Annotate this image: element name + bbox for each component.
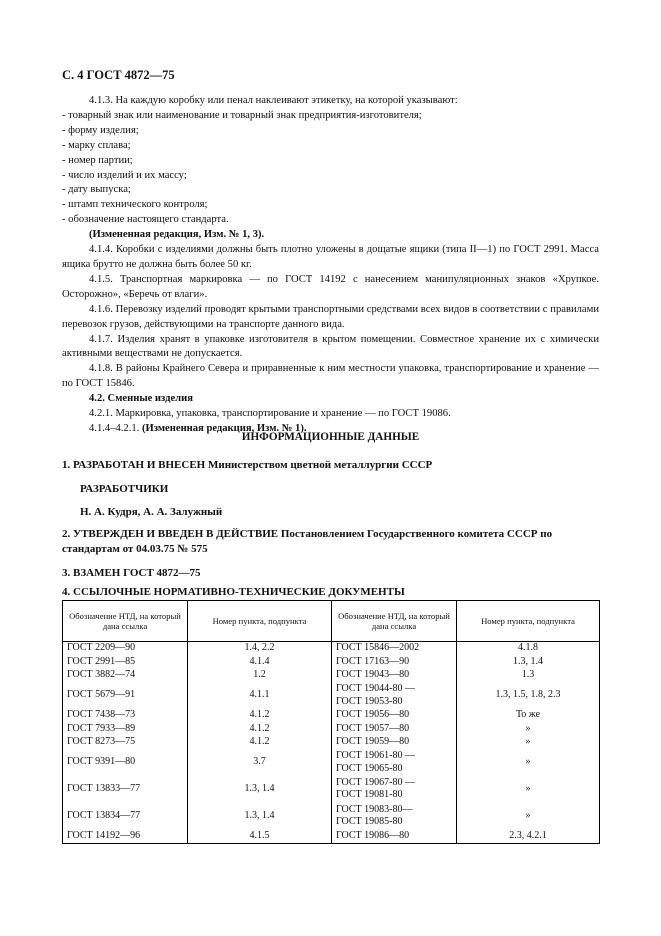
doc-line: ГОСТ 19065-80: [336, 762, 403, 774]
cell-doc-right: ГОСТ 19057—80: [332, 722, 457, 735]
para-4-1-6: 4.1.6. Перевозку изделий проводят крытыми транспортными средствами всех видов в соответствии с правилами перевозок грузов, действующими на транспорте данного вида.: [62, 303, 599, 330]
table-row: [63, 682, 600, 709]
table-row: [63, 669, 600, 682]
cell-doc-left: ГОСТ 7438—73: [63, 709, 188, 722]
section-4-1-3: [62, 94, 599, 437]
cell-ref-right: »: [457, 776, 600, 803]
doc-line: ГОСТ 19053-80: [336, 695, 403, 707]
table-row: [63, 736, 600, 749]
col-header-ref-left: Номер пункта, подпункта: [188, 601, 332, 642]
developers-names: Н. А. Кудря, А. А. Залужный: [80, 506, 223, 518]
cell-doc-left: ГОСТ 9391—80: [63, 749, 188, 776]
cell-doc-right: [332, 682, 457, 709]
cell-doc-right: ГОСТ 19056—80: [332, 709, 457, 722]
para-4-1-4: 4.1.4. Коробки с изделиями должны быть плотно уложены в дощатые ящики (типа II—1) по ГОСТ 2991. Масса ящика брутто не должна быть более 50 кг.: [62, 244, 599, 270]
cell-doc-right: [332, 749, 457, 776]
doc-line: ГОСТ 19044-80 —: [336, 683, 415, 695]
cell-ref-right: 1.3: [457, 669, 600, 682]
cell-doc-right: ГОСТ 19086—80: [332, 830, 457, 844]
col-header-doc-left: Обозначение НТД, на который дана ссылка: [63, 601, 188, 642]
cell-doc-right: ГОСТ 17163—90: [332, 655, 457, 668]
cell-doc-left: ГОСТ 3882—74: [63, 669, 188, 682]
info-item-4: 4. ССЫЛОЧНЫЕ НОРМАТИВНО-ТЕХНИЧЕСКИЕ ДОКУМЕНТЫ: [62, 586, 405, 598]
col-header-doc-right: Обозначение НТД, на который дана ссылка: [332, 601, 457, 642]
cell-doc-left: ГОСТ 14192—96: [63, 830, 188, 844]
cell-ref-right: То же: [457, 709, 600, 722]
bullet-item: - марку сплава;: [62, 139, 131, 151]
cell-doc-left: ГОСТ 2991—85: [63, 655, 188, 668]
bullet-item: - номер партии;: [62, 154, 133, 166]
info-item-2: 2. УТВЕРЖДЕН И ВВЕДЕН В ДЕЙСТВИЕ Постановлением Государственного комитета СССР по стандартам от 04.03.75 № 575: [62, 528, 553, 555]
cell-doc-left: ГОСТ 13833—77: [63, 776, 188, 803]
cell-ref-right: »: [457, 722, 600, 735]
cell-ref-right: 1.3, 1.4: [457, 655, 600, 668]
table-row: [63, 655, 600, 668]
info-title: ИНФОРМАЦИОННЫЕ ДАННЫЕ: [241, 431, 420, 443]
amendment-note-4-1-4: 4.1.4–4.2.1. (Измененная редакция, Изм. № 1).: [89, 422, 307, 434]
cell-ref-right: 1.3, 1.5, 1.8, 2.3: [457, 682, 600, 709]
table-body: [63, 642, 600, 844]
page-header: С. 4 ГОСТ 4872—75: [62, 68, 175, 82]
cell-doc-left: ГОСТ 5679—91: [63, 682, 188, 709]
cell-ref-right: 2.3, 4.2.1: [457, 830, 600, 844]
table-row: [63, 830, 600, 844]
table-row: [63, 709, 600, 722]
cell-ref-left: 4.1.1: [188, 682, 332, 709]
doc-line: ГОСТ 19067-80 —: [336, 776, 415, 788]
table-row: [63, 642, 600, 656]
cell-ref-right: »: [457, 736, 600, 749]
amendment-note: (Измененная редакция, Изм. № 1, 3).: [89, 229, 265, 241]
cell-ref-right: »: [457, 803, 600, 830]
bullet-item: - обозначение настоящего стандарта.: [62, 214, 229, 226]
cell-ref-left: 4.1.2: [188, 736, 332, 749]
subsection-title-4-2: 4.2. Сменные изделия: [89, 393, 193, 405]
bullet-item: - штамп технического контроля;: [62, 199, 208, 211]
cell-ref-right: »: [457, 749, 600, 776]
cell-ref-left: 4.1.5: [188, 830, 332, 844]
doc-line: ГОСТ 19085-80: [336, 816, 403, 828]
cell-ref-left: 4.1.4: [188, 655, 332, 668]
cell-ref-left: 1.3, 1.4: [188, 776, 332, 803]
bullet-item: - товарный знак или наименование и товарный знак предприятия-изготовителя;: [62, 109, 422, 121]
para-4-1-5: 4.1.5. Транспортная маркировка — по ГОСТ 14192 с нанесением манипуляционных знаков «Хрупкое. Осторожно», «Беречь от влаги».: [62, 273, 599, 300]
cell-doc-left: ГОСТ 8273—75: [63, 736, 188, 749]
doc-line: ГОСТ 19061-80 —: [336, 750, 415, 762]
cell-doc-left: ГОСТ 7933—89: [63, 722, 188, 735]
info-item-3: 3. ВЗАМЕН ГОСТ 4872—75: [62, 567, 201, 579]
cell-ref-left: 1.3, 1.4: [188, 803, 332, 830]
reference-table: [62, 600, 600, 844]
table-row: [63, 722, 600, 735]
cell-doc-right: [332, 776, 457, 803]
cell-ref-right: 4.1.8: [457, 642, 600, 656]
para-4-1-7: 4.1.7. Изделия хранят в упаковке изготовителя в крытом помещении. Совместное хранение их с химически активными веществами не допускается.: [62, 333, 599, 360]
cell-doc-right: ГОСТ 19059—80: [332, 736, 457, 749]
cell-doc-right: [332, 803, 457, 830]
cell-doc-left: ГОСТ 2209—90: [63, 642, 188, 656]
doc-line: ГОСТ 19081-80: [336, 789, 403, 801]
cell-ref-left: 1.2: [188, 669, 332, 682]
table-row: [63, 749, 600, 776]
cell-ref-left: 3.7: [188, 749, 332, 776]
para-4-1-8: 4.1.8. В районы Крайнего Севера и приравненные к ним местности упаковка, транспортирование и хранение — по ГОСТ 15846.: [62, 363, 599, 390]
cell-ref-left: 4.1.2: [188, 709, 332, 722]
para-4-1-3: 4.1.3. На каждую коробку или пенал наклеивают этикетку, на которой указывают:: [89, 95, 458, 106]
bullet-item: - форму изделия;: [62, 124, 139, 136]
bullet-item: - дату выпуска;: [62, 184, 131, 196]
table-row: [63, 803, 600, 830]
cell-ref-left: 1.4, 2.2: [188, 642, 332, 656]
col-header-ref-right: Номер пункта, подпункта: [457, 601, 600, 642]
para-4-2-1: 4.2.1. Маркировка, упаковка, транспортирование и хранение — по ГОСТ 19086.: [89, 408, 451, 420]
doc-line: ГОСТ 19083-80—: [336, 803, 413, 815]
cell-doc-left: ГОСТ 13834—77: [63, 803, 188, 830]
table-row: [63, 776, 600, 803]
developers-label: РАЗРАБОТЧИКИ: [80, 483, 169, 495]
cell-doc-right: ГОСТ 19043—80: [332, 669, 457, 682]
cell-doc-right: ГОСТ 15846—2002: [332, 642, 457, 656]
cell-ref-left: 4.1.2: [188, 722, 332, 735]
bullet-item: - число изделий и их массу;: [62, 169, 187, 181]
info-item-1: 1. РАЗРАБОТАН И ВНЕСЕН Министерством цветной металлургии СССР: [62, 459, 433, 471]
